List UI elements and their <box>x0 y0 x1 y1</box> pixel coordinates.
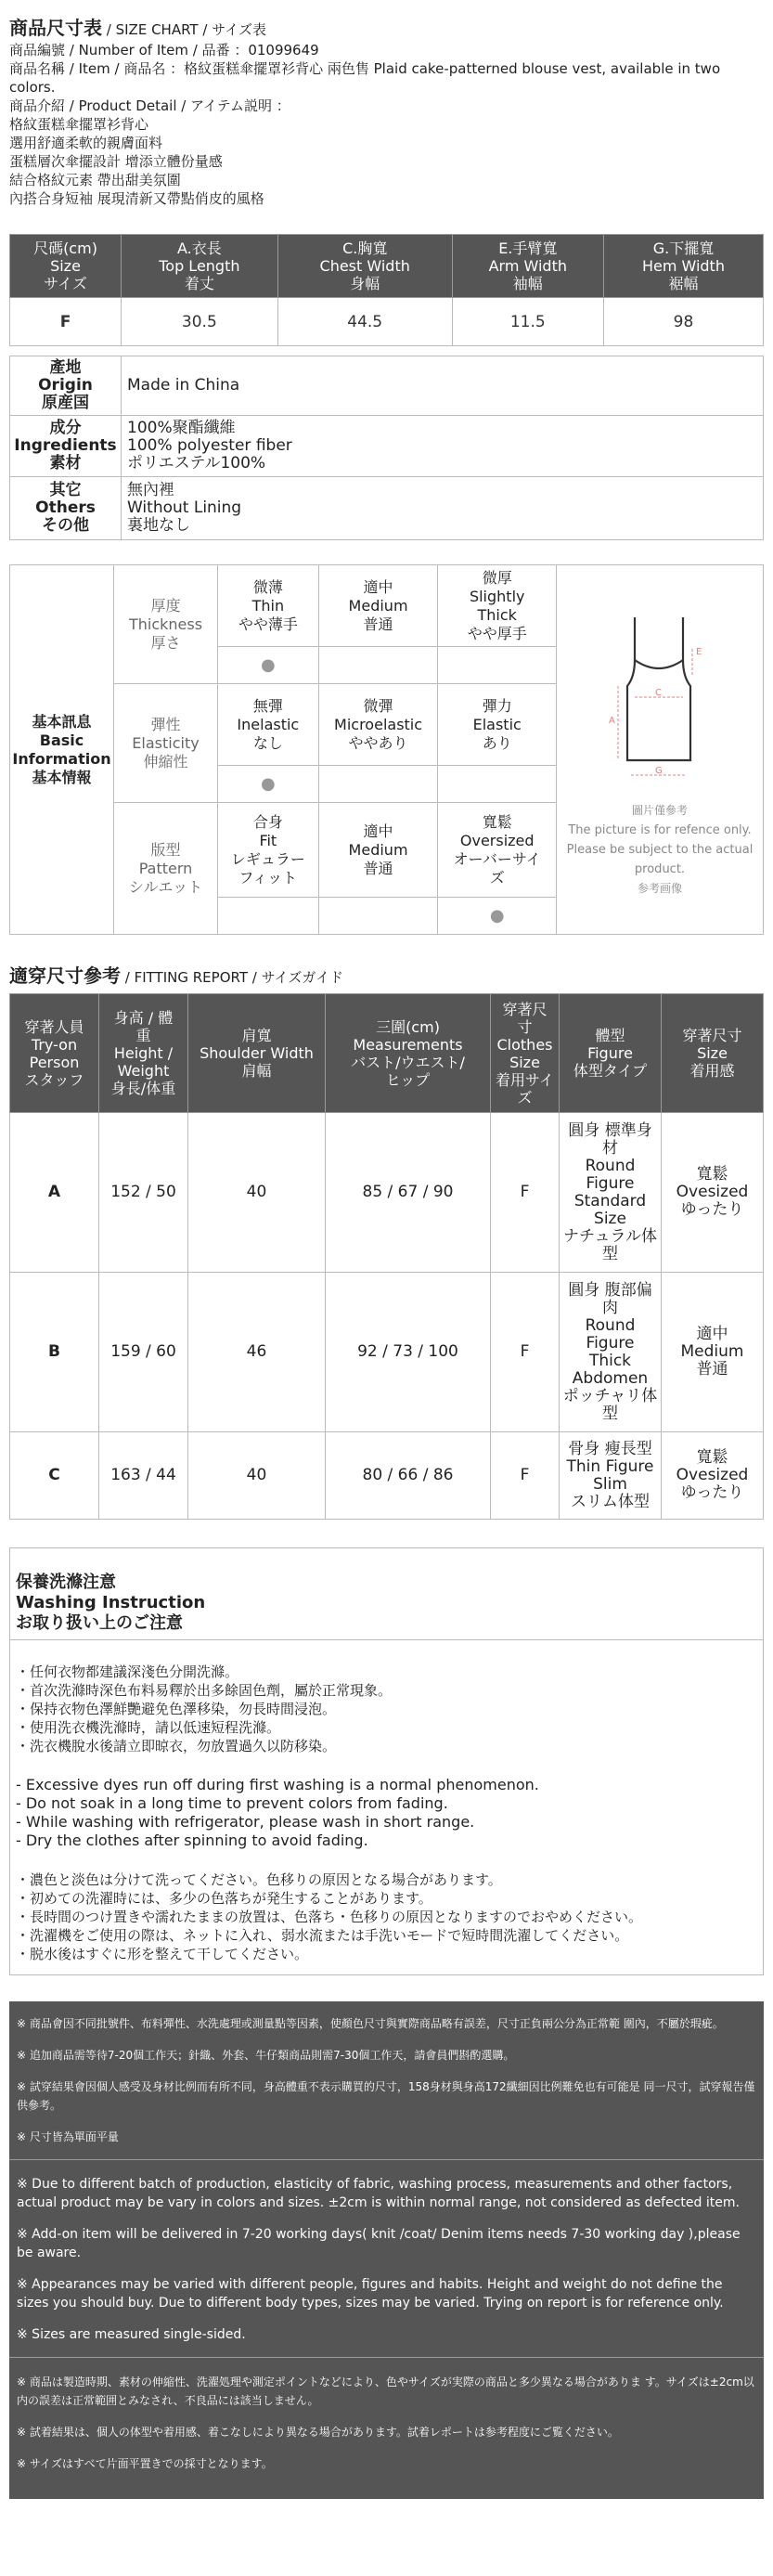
measure-c-label: C <box>655 688 662 698</box>
col-figure: 體型 Figure 体型タイプ <box>560 994 662 1113</box>
washing-en: - Excessive dyes run off during first washing is a normal phenomenon. - Do not soak in a long time to prevent colors from fading. - While washing with refrigerator, please wash in short range. - Dry the clothes after spinning to avoid fading. <box>16 1776 539 1849</box>
pattern-selected-dot: ● <box>438 898 557 935</box>
washing-instruction <box>9 1547 764 1975</box>
ingredients-value: 100%聚酯纖維 100% polyester fiber ポリエステル100% <box>122 416 764 477</box>
thickness-medium: 適中 Medium 普通 <box>318 565 438 647</box>
chest-width-value: 44.5 <box>277 298 452 346</box>
basic-info-table <box>9 564 764 935</box>
origin-value: Made in China <box>122 356 764 416</box>
feel-cell: 適中 Medium 普通 <box>662 1273 764 1432</box>
figure-cell: 骨身 瘦長型 Thin Figure Slim スリム体型 <box>560 1432 662 1520</box>
thickness-thin: 微薄 Thin やや薄手 <box>218 565 319 647</box>
ingredients-row <box>10 416 764 477</box>
product-detail-line: 選用舒適柔軟的親膚面料 <box>9 135 163 151</box>
size-chart-title: 商品尺寸表 / SIZE CHART / サイズ表 <box>9 17 266 39</box>
elasticity-label: 彈性 Elasticity 伸縮性 <box>114 684 218 803</box>
notes-panel: ※ 商品會因不同批號件、布料彈性、水洗處理或測量點等因素，使顏色尺寸與實際商品略有誤差，尺寸正負兩公分為正常範 圍內，不屬於瑕疵。 ※ 追加商品需等待7-20個工作天；針織、外套、牛仔類商品則需7-30個工作天，請會員們斟酌選購。 ※ 試穿結果會因個人感受及身材比例而有所不同，身高體重不表示購買的尺寸，158身材與身高172纖細因比例難免也有可能是 同一尺寸，試穿報告僅供參考。 ※ 尺寸皆為單面平量 ※ Due to different batch of production, elasticity of fabric, washing process, measurements and other factors, actual product may be vary in colors and sizes. ±2cm is within normal range, not considered as defected item. ※ Add-on item will be delivered in 7-20 working days( knit /coat/ Denim items needs 7-30 working day ),please be aware. ※ Appearances may be varied with different people, figures and habits. Height and weight do not define the sizes you should buy. Due to different body types, sizes may be varied. Trying on report is for reference only. ※ Sizes are measured single-sided. ※ 商品は製造時期、素材の伸縮性、洗濯処理や測定ポイントなどにより、色やサイズが実際の商品と多少異なる場合がありま す。サイズは±2cm以内の誤差は正常範囲とみなされ、不良品には該当しません。 ※ 試着結果は、個人の体型や着用感、着こなしにより異なる場合があります。試着レポートは参考程度にご覧ください。 ※ サイズはすべて片面平置きでの採寸となります。 <box>9 2001 764 2499</box>
col-height-weight: 身高 / 體 重 Height / Weight 身長/体重 <box>99 994 188 1113</box>
fit-row-c: C 163 / 44 40 80 / 66 / 86 F 骨身 瘦長型 Thin Figure Slim スリム体型 寬鬆 Ovesized ゆったり <box>10 1432 764 1520</box>
origin-row <box>10 356 764 416</box>
others-row <box>10 477 764 540</box>
thickness-label: 厚度 Thickness 厚さ <box>114 565 218 684</box>
size-row-f <box>10 298 764 346</box>
col-person: 穿著人員 Try-on Person スタッフ <box>10 994 99 1113</box>
hem-width-value: 98 <box>603 298 763 346</box>
arm-width-value: 11.5 <box>452 298 603 346</box>
figure-cell: 圓身 腹部偏 肉 Round Figure Thick Abdomen ポッチャリ体 型 <box>560 1273 662 1432</box>
elasticity-selected-dot: ● <box>218 766 319 803</box>
size-table-header <box>10 235 764 298</box>
fitting-report-title: 適穿尺寸參考 / FITTING REPORT / サイズガイド <box>9 964 343 987</box>
col-shoulder: 肩寬 Shoulder Width 肩幅 <box>188 994 326 1113</box>
ingredients-label: 成分 Ingredients 素材 <box>10 416 122 477</box>
product-detail-line: 蛋糕層次傘擺設計 增添立體份量感 <box>9 153 223 170</box>
pattern-medium: 適中 Medium 普通 <box>318 803 438 898</box>
col-clothes-size: 穿著尺 寸 Clothes Size 着用サイズ <box>491 994 560 1113</box>
pattern-fit: 合身 Fit レギュラー フィット <box>218 803 319 898</box>
size-table <box>9 234 764 346</box>
col-top-length: A.衣長 Top Length 着丈 <box>122 235 278 298</box>
product-detail-line: 結合格紋元素 帶出甜美氛圍 <box>9 172 181 188</box>
fit-row-b: B 159 / 60 46 92 / 73 / 100 F 圓身 腹部偏 肉 Round Figure Thick Abdomen ポッチャリ体 型 適中 Medium 普通 <box>10 1273 764 1432</box>
thickness-selected-dot: ● <box>218 647 319 684</box>
fit-header <box>10 994 764 1113</box>
washing-ja: ・濃色と淡色は分けて洗ってください。色移りの原因となる場合があります。 ・初めての洗濯時には、多少の色落ちが発生することがあります。 ・長時間のつけ置きや濡れたままの放置は、色落ち・色移りの原因となりますのでおやめください。 ・洗濯機をご使用の際は、ネットに入れ、弱水流または手洗いモードで短時間洗濯してください。 ・脱水後はすぐに形を整えて干してください。 <box>16 1871 643 1962</box>
others-value: 無內裡 Without Lining 裏地なし <box>122 477 764 540</box>
col-chest-width: C.胸寬 Chest Width 身幅 <box>277 235 452 298</box>
col-arm-width: E.手臂寬 Arm Width 袖幅 <box>452 235 603 298</box>
washing-title: 保養洗滌注意 Washing Instruction お取り扱い上のご注意 <box>10 1548 763 1640</box>
size-cell: F <box>10 298 122 346</box>
col-size: 尺碼(cm) Size サイズ <box>10 235 122 298</box>
measure-g-label: G <box>655 766 663 776</box>
product-detail-line: 內搭合身短袖 展現清新又帶點俏皮的風格 <box>9 190 264 207</box>
others-label: 其它 Others その他 <box>10 477 122 540</box>
col-measurements: 三圍(cm) Measurements バスト/ウエスト/ ヒップ <box>326 994 491 1113</box>
product-info-table <box>9 356 764 540</box>
basic-info-title: 基本訊息 Basic Information 基本情報 <box>10 565 114 935</box>
figure-cell: 圓身 標準身 材 Round Figure Standard Size ナチュラル体 型 <box>560 1113 662 1273</box>
product-detail-line: 格紋蛋糕傘擺罩衫背心 <box>9 116 149 133</box>
elasticity-micro: 微彈 Microelastic ややあり <box>318 684 438 766</box>
pattern-label: 版型 Pattern シルエット <box>114 803 218 935</box>
product-detail-label: 商品介紹 / Product Detail / アイテム説明 ： <box>9 97 290 114</box>
feel-cell: 寬鬆 Ovesized ゆったり <box>662 1113 764 1273</box>
measure-e-label: E <box>696 647 702 657</box>
top-length-value: 30.5 <box>122 298 278 346</box>
fit-row-a: A 152 / 50 40 85 / 67 / 90 F 圓身 標準身 材 Round Figure Standard Size ナチュラル体 型 寬鬆 Ovesized ゆったり <box>10 1113 764 1273</box>
fitting-report-table <box>9 993 764 1520</box>
camisole-outline-icon <box>557 612 763 779</box>
item-number: 商品編號 / Number of Item / 品番 ：01099649 <box>9 42 319 58</box>
elasticity-elastic: 彈力 Elastic あり <box>438 684 557 766</box>
washing-zh: ・任何衣物都建議深淺色分開洗滌。 ・首次洗滌時深色布料易釋於出多餘固色劑，屬於正常現象。 ・保持衣物色澤鮮艷避免色澤移染，勿長時間浸泡。 ・使用洗衣機洗滌時，請以低速短程洗滌。 ・洗衣機脫水後請立即晾衣，勿放置過久以防移染。 <box>16 1663 393 1754</box>
col-feel: 穿著尺寸 Size 着用感 <box>662 994 764 1113</box>
measure-a-label: A <box>609 716 615 726</box>
origin-label: 產地 Origin 原産国 <box>10 356 122 416</box>
garment-diagram <box>557 565 764 935</box>
thickness-thick: 微厚 Slightly Thick やや厚手 <box>438 565 557 647</box>
feel-cell: 寬鬆 Ovesized ゆったり <box>662 1432 764 1520</box>
col-hem-width: G.下擺寬 Hem Width 裾幅 <box>603 235 763 298</box>
picture-note: 圖片僅參考 The picture is for refence only. Please be subject to the actual product. 参考画像 <box>566 804 754 895</box>
product-header <box>9 0 764 208</box>
item-name: 商品名稱 / Item / 商品名 ：格紋蛋糕傘擺罩衫背心 兩色售 Plaid cake-patterned blouse vest, available in two colors. <box>9 60 721 96</box>
pattern-oversized: 寬鬆 Oversized オーバーサイ ズ <box>438 803 557 898</box>
elasticity-inelastic: 無彈 Inelastic なし <box>218 684 319 766</box>
